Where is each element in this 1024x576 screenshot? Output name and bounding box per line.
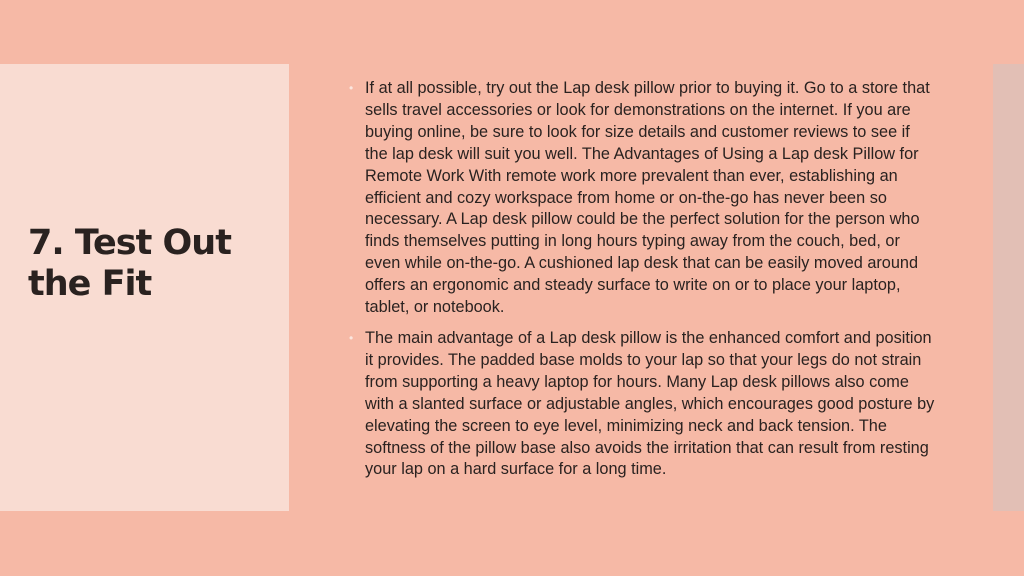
right-accent-strip [993,64,1024,511]
list-item [346,328,936,481]
slide-title: 7. Test Out the Fit [28,223,231,304]
list-item [346,78,936,319]
bullet-list [346,78,936,490]
bullet-icon: • [349,81,354,95]
bullet-text: The main advantage of a Lap desk pillow is the enhanced comfort and position it provides. The padded base molds to your lap so that your legs do not strain from supporting a heavy laptop for hours. Many Lap desk pillows also come with a slanted surface or adjustable angles, which encourages good posture by elevating the screen to eye level, minimizing neck and back tension. The softness of the pillow base also avoids the irritation that can result from resting your lap on a hard surface for a long time. [365,328,935,479]
bullet-icon: • [349,330,354,345]
bullet-text: If at all possible, try out the Lap desk pillow prior to buying it. Go to a store that sells travel accessories or look for demonstrations on the internet. If you are buying online, be sure to look for size details and customer reviews to see if the lap desk will suit you well. The Advantages of Using a Lap desk Pillow for Remote Work With remote work more prevalent than ever, establishing an efficient and cozy workspace from home or on-the-go has never been so necessary. A Lap desk pillow could be the perfect solution for the person who finds themselves putting in long hours typing away from the couch, bed, or even while on-the-go. A cushioned lap desk that can be easily moved around offers an ergonomic and steady surface to write on or to place your laptop, tablet, or notebook. [365,79,930,317]
